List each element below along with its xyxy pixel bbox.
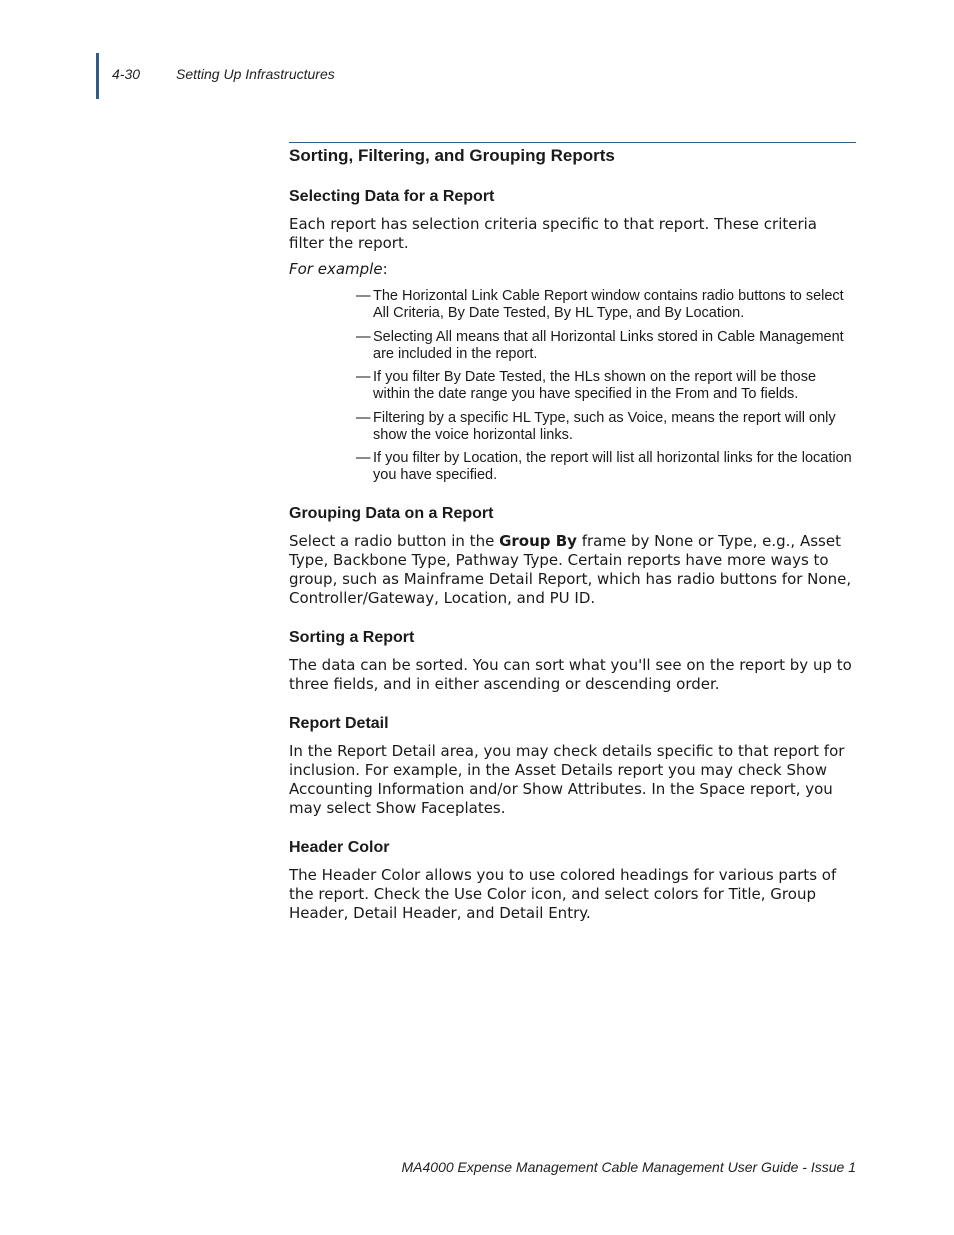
report-detail-heading: Report Detail	[289, 715, 389, 732]
list-item-text: If you filter by Location, the report will list all horizontal links for the location you have specified.	[373, 450, 852, 483]
example-list	[289, 288, 856, 484]
header-color-heading: Header Color	[289, 839, 390, 856]
list-item	[356, 369, 856, 403]
grouping-heading: Grouping Data on a Report	[289, 505, 494, 522]
selecting-heading: Selecting Data for a Report	[289, 188, 495, 205]
grouping-body	[289, 532, 856, 608]
page-footer: MA4000 Expense Management Cable Management User Guide - Issue 1	[401, 1159, 856, 1175]
example-colon: :	[382, 260, 388, 278]
list-item	[356, 329, 856, 363]
header-color-body: The Header Color allows you to use colored headings for various parts of the report. Check the Use Color icon, and select colors for Title, Group Header, Detail Header, and Detail Entry.	[289, 866, 837, 922]
list-item-text: Filtering by a specific HL Type, such as Voice, means the report will only show the voice horizontal links.	[373, 409, 836, 443]
list-item-text: Selecting All means that all Horizontal Links stored in Cable Management are included in the report.	[373, 328, 844, 362]
grouping-body-pre: Select a radio button in the	[289, 532, 500, 550]
dash-marker: —	[356, 369, 371, 385]
list-item	[356, 288, 856, 322]
page-number: 4-30	[112, 66, 141, 82]
section-title: Sorting, Filtering, and Grouping Reports	[289, 146, 615, 165]
dash-marker: —	[356, 288, 371, 304]
header-accent-bar	[96, 53, 99, 99]
selecting-body: Each report has selection criteria specific to that report. These criteria filter the report.	[289, 215, 818, 252]
section-rule	[289, 142, 856, 143]
list-item-text: The Horizontal Link Cable Report window contains radio buttons to select All Criteria, By Date Tested, By HL Type, and By Location.	[373, 288, 844, 321]
example-label-text: For example	[289, 260, 383, 278]
example-label	[289, 260, 856, 279]
dash-marker: —	[356, 409, 371, 426]
sorting-body: The data can be sorted. You can sort what you'll see on the report by up to three fields, and in either ascending or descending order.	[289, 656, 852, 693]
list-item	[356, 410, 856, 444]
running-header-title: Setting Up Infrastructures	[176, 66, 335, 82]
dash-marker: —	[356, 450, 371, 466]
group-by-term: Group By	[499, 532, 577, 550]
main-content	[289, 144, 856, 923]
list-item	[356, 450, 856, 484]
sorting-heading: Sorting a Report	[289, 629, 415, 646]
report-detail-body: In the Report Detail area, you may check details specific to that report for inclusion. For example, in the Asset Details report you may check Show Accounting Information and/or Show Attributes. In the Space report, you may select Show Faceplates.	[289, 742, 845, 817]
dash-marker: —	[356, 328, 371, 345]
list-item-text: If you filter By Date Tested, the HLs shown on the report will be those within the date range you have specified in the From and To fields.	[373, 369, 817, 402]
grouping-body-post: frame by None or Type, e.g., Asset Type, Backbone Type, Pathway Type. Certain reports have more ways to group, such as Mainframe Detail Report, which has radio buttons for None, Controller/Gateway, Location, and PU ID.	[289, 532, 852, 607]
